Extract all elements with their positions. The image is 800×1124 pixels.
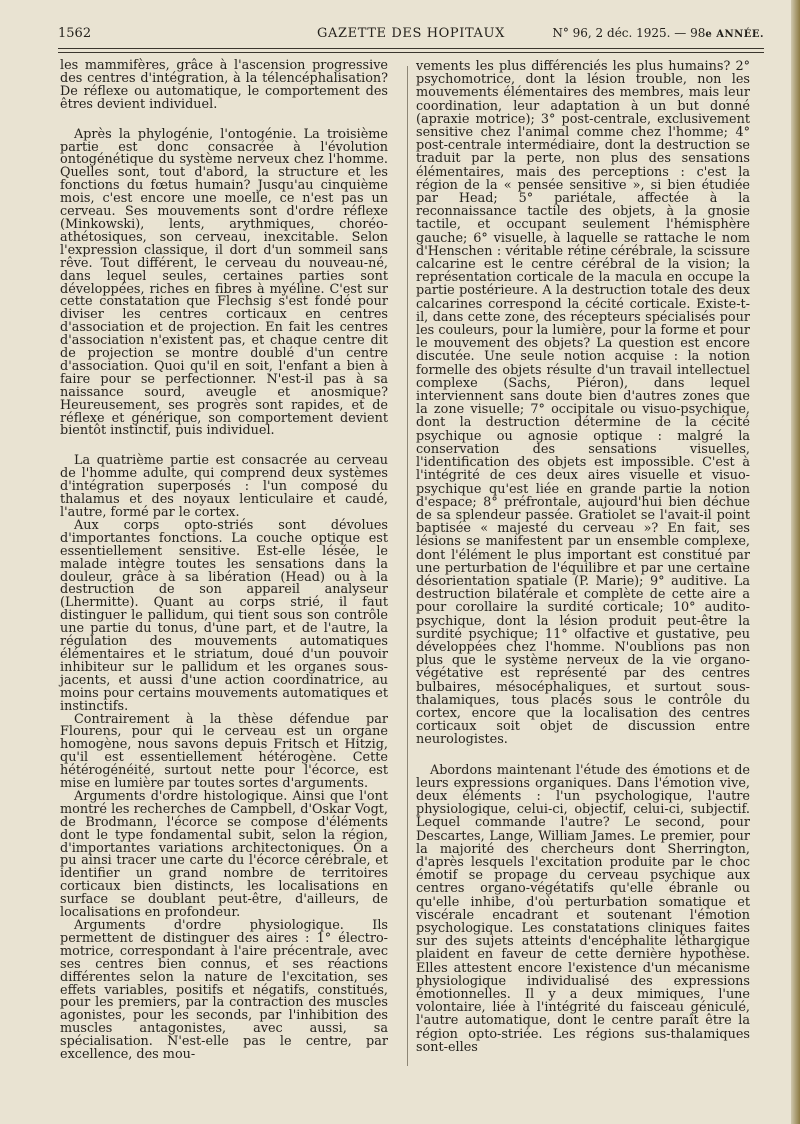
paragraph: Abordons maintenant l'étude des émotions et de leurs expressions organiques. Dans l'émotion vive, deux éléments : l'un psychologique, l'autre physiologique, celui-ci, objectif, celui-ci, subjectif. Lequel commande l'autre? Le second, pour Descartes, Lange, William James. Le premier, pour la majorité des chercheurs dont Sherrington, d'après lesquels l'excitation produite par le choc émotif se propage du cerveau psychique aux centres organo-végétatifs qu'elle ébranle ou qu'elle inhibe, d'où perturbation somatique et viscérale encadrant et soutenant l'émotion psychologique. Les constatations cliniques faites sur des sujets atteints d'encéphalite léthargique plaident en faveur de cette dernière hypothèse. Elles attestent encore l'existence d'un mécanisme physiologique individualisé des expressions émotionnelles. Il y a deux mimiques, l'une volontaire, liée à l'intégrité du faisceau géniculé, l'autre automatique, dont le centre paraît être la région opto-striée. Les régions sus-thalamiques sont-elles [416, 762, 750, 1055]
paragraph: Arguments d'ordre histologique. Ainsi que l'ont montré les recherches de Campbell, d'Oskar Vogt, de Brodmann, l'écorce se compose d'éléments dont le type fondamental subit, selon la région, d'importantes variations architectoniques. On a pu ainsi tracer une carte du l'écorce cérébrale, et identifier un grand nombre de territoires corticaux bien distincts, les localisations en surface se doublant peut-être, d'ailleurs, de localisations en profondeur. [60, 788, 388, 921]
column-divider [407, 66, 408, 1066]
issue-info [552, 26, 764, 40]
journal-title: GAZETTE DES HOPITAUX [317, 26, 505, 41]
right-column [416, 60, 750, 1054]
header-rule-thin [58, 52, 764, 53]
page-number: 1562 [58, 26, 92, 41]
paragraph: Arguments d'ordre physiologique. Ils permettent de distinguer des aires : 1° électro-motrice, correspondant à l'aire précentrale, avec ses centres bien connus, et ses réactions différentes selon la nature de l'excitation, ses effets variables, positifs et négatifs, constitués, pour les premiers, par la contraction des muscles agonistes, pour les seconds, par l'inhibition des muscles antagonistes, avec aussi, sa spécialisation. N'est-elle pas le centre, par excellence, des mou- [60, 918, 388, 1063]
left-column [60, 60, 388, 1062]
paragraph: les mammifères, grâce à l'ascension progressive des centres d'intégration, à la télencéphalisation? De réflexe ou automatique, le comportement des êtres devient individuel. [60, 58, 388, 112]
header-rule-thick [58, 48, 764, 49]
page-header [58, 26, 764, 46]
paragraph: Contrairement à la thèse défendue par Flourens, pour qui le cerveau est un organe homogène, nous savons depuis Fritsch et Hitzig, qu'il est essentiellement hétérogène. Cette hétérogénéité, surtout nette pour l'écorce, est mise en lumière par toutes sortes d'arguments. [60, 711, 388, 792]
paragraph: vements les plus différenciés les plus humains? 2° psychomotrice, dont la lésion trouble, non les mouvements élémentaires des membres, mais leur coordination, leur adaptation à un but donné (apraxie motrice); 3° post-centrale, exclusivement sensitive chez l'animal comme chez l'homme; 4° post-centrale intermédiaire, dont la destruction se traduit par la perte, non plus des sensations élémentaires, mais des perceptions : c'est la région de la « pensée sensitive », si bien étudiée par Head; 5° pariétale, affectée à la reconnaissance tactile des objets, à la gnosie tactile, et occupant seulement l'hémisphère gauche; 6° visuelle, à laquelle se rattache le nom d'Henschen : véritable rétine cérébrale, la scissure calcarine est le centre cérébral de la vision; la représentation corticale de la macula en occupe la partie postérieure. A la destruction totale des deux calcarines correspond la cécité corticale. Existe-t-il, dans cette zone, des récepteurs spécialisés pour les couleurs, pour la lumière, pour la forme et pour le mouvement des objets? La question est encore discutée. Une seule notion acquise : la notion formelle des objets résulte d'un travail intellectuel complexe (Sachs, Piéron), dans lequel interviennent sans doute bien d'autres zones que la zone visuelle; 7° occipitale ou visuo-psychique, dont la destruction détermine de la cécité psychique ou agnosie optique : malgré la conservation des sensations visuelles, l'identification des objets est impossible. C'est à l'intégrité de ces deux aires visuelle et visuo-psychique qu'est liée en grande partie la notion d'espace; 8° préfrontale, aujourd'hui bien déchue de sa splendeur passée. Gratiolet se l'avait-il point baptisée « majesté du cerveau »? En fait, ses lésions se manifestent par un ensemble complexe, dont l'élément le plus important est constitué par une perturbation de l'équilibre et par une certaine désorientation spatiale (P. Marie); 9° auditive. La destruction bilatérale et complète de cette aire a pour corollaire la surdité corticale; 10° audito-psychique, dont la lésion produit peut-être la surdité psychique; 11° olfactive et gustative, peu développées chez l'homme. N'oublions pas non plus que le système nerveux de la vie organo-végétative est représenté par des centres bulbaires, mésocéphaliques, et surtout sous-thalamiques, tous placés sous le contrôle du cortex, encore que la localisation des centres corticaux soit objet de discussion entre neurologistes. [416, 59, 750, 748]
page-edge [791, 0, 800, 1124]
issue-date: N° 96, 2 déc. 1925. — 98 [552, 26, 706, 40]
issue-year-suffix: e ANNÉE. [705, 29, 764, 40]
paragraph: Après la phylogénie, l'ontogénie. La troisième partie est donc consacrée à l'évolution ontogénétique du système nerveux chez l'homme. Quelles sont, tout d'abord, la structure et les fonctions du fœtus humain? Jusqu'au cinquième mois, c'est encore une moelle, ce n'est pas un cerveau. Ses mouvements sont d'ordre réflexe (Minkowski), lents, arythmiques, choréo-athétosiques, son cerveau, inexcitable. Selon l'expression classique, il dort d'un sommeil sans rêve. Tout différent, le cerveau du nouveau-né, dans lequel seules, certaines parties sont développées, riches en fibres à myéline. C'est sur cette constatation que Flechsig s'est fondé pour diviser les centres corticaux en centres d'association et de projection. En fait les centres d'association n'existent pas, et chaque centre dit de projection se montre doublé d'un centre d'association. Quoi qu'il en soit, l'enfant a bien à faire pour se perfectionner. N'est-il pas à sa naissance sourd, aveugle et anosmique? Heureusement, ses progrès sont rapides, et de réflexe et générique, son comportement devient bientôt instinctif, puis individuel. [60, 126, 388, 439]
paragraph: Aux corps opto-striés sont dévolues d'importantes fonctions. La couche optique est essentiellement sensitive. Est-elle lésée, le malade intègre toutes les sensations dans la douleur, grâce à sa libération (Head) ou à la destruction de son appareil analyseur (Lhermitte). Quant au corps strié, il faut distinguer le pallidum, qui tient sous son contrôle une partie du tonus, d'une part, et de l'autre, la régulation des mouvements automatiques élémentaires et le striatum, doué d'un pouvoir inhibiteur sur le pallidum et les organes sous-jacents, et aussi d'une action coordinatrice, au moins pour certains mouvements automatiques et instinctifs. [60, 517, 388, 714]
paragraph: La quatrième partie est consacrée au cerveau de l'homme adulte, qui comprend deux systèmes d'intégration superposés : l'un composé du thalamus et des noyaux lenticulaire et caudé, l'autre, formé par le cortex. [60, 453, 388, 520]
